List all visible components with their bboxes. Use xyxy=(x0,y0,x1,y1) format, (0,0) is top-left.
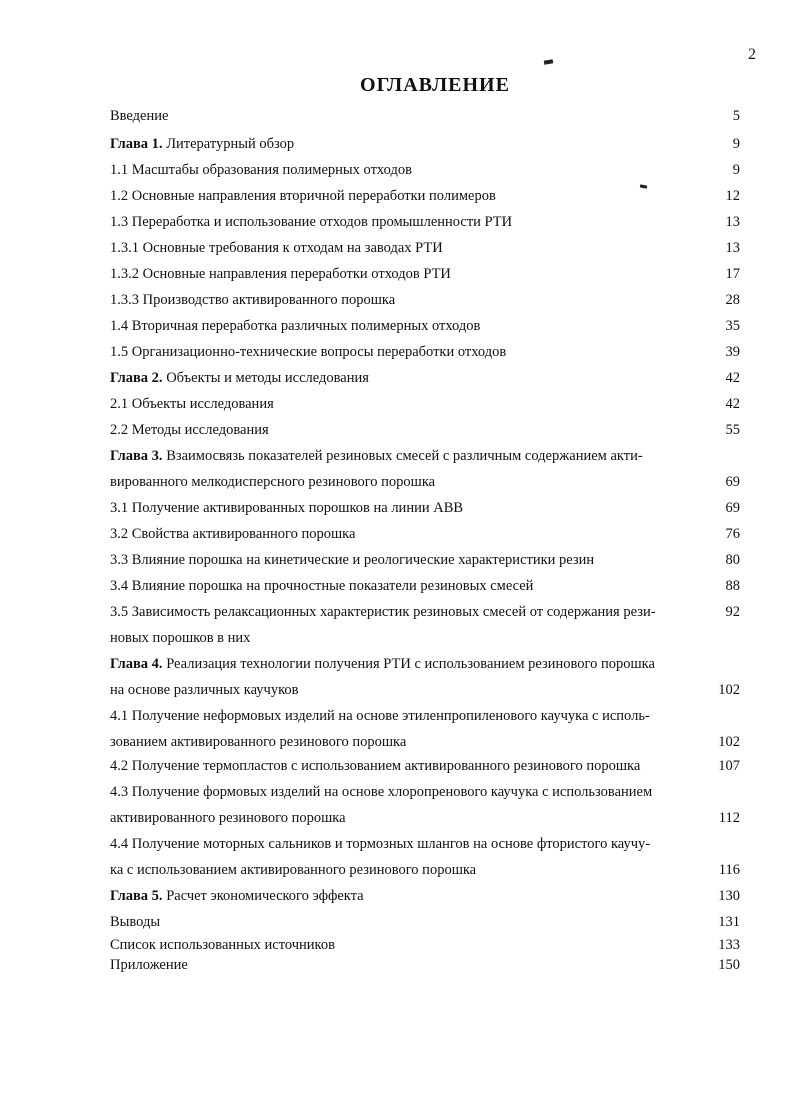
toc-entry-title-cont: на основе различных каучуков xyxy=(110,682,299,698)
toc-entry-title: 2.1 Объекты исследования xyxy=(110,396,274,412)
toc-entry-title: Введение xyxy=(110,108,169,124)
toc-entry xyxy=(110,443,740,495)
toc-entry-title: 3.2 Свойства активированного порошка xyxy=(110,526,356,542)
chapter-label: Глава 4. xyxy=(110,656,163,672)
toc-entry-title: 4.3 Получение формовых изделий на основе хлоропренового каучука с использованием xyxy=(110,784,653,800)
toc-entry-title: 3.5 Зависимость релаксационных характеристик резиновых смесей от содержания рези- xyxy=(110,604,656,620)
toc-entry-title: Литературный обзор xyxy=(162,136,295,152)
toc-entry-title: 4.1 Получение неформовых изделий на основе этиленпропиленового каучука с исполь- xyxy=(110,708,650,724)
toc-entry xyxy=(110,779,740,831)
toc-entry xyxy=(110,651,740,703)
toc-entry-page: 131 xyxy=(718,914,740,930)
toc-entry-title: 1.5 Организационно-технические вопросы переработки отходов xyxy=(110,344,507,360)
toc-entry-page: 17 xyxy=(725,266,740,282)
toc-entry-page: 42 xyxy=(725,370,740,386)
toc-entry-title-cont: зованием активированного резинового порошка xyxy=(110,734,407,750)
toc-entry-title: 1.2 Основные направления вторичной переработки полимеров xyxy=(110,188,496,204)
toc-entry-page: 12 xyxy=(725,188,740,204)
page-title: ОГЛАВЛЕНИЕ xyxy=(360,74,510,96)
toc-entry-page: 28 xyxy=(725,292,740,308)
toc-entry-page: 80 xyxy=(725,552,740,568)
toc-entry-title: 1.3.2 Основные направления переработки отходов РТИ xyxy=(110,266,451,282)
toc-entry-title: Реализация технологии получения РТИ с использованием резинового порошка xyxy=(162,656,655,672)
toc-entry-title: 1.3.3 Производство активированного порошка xyxy=(110,292,396,308)
toc-entry-page: 39 xyxy=(725,344,740,360)
toc-entry-title: 1.3 Переработка и использование отходов промышленности РТИ xyxy=(110,214,513,230)
toc-entry-title: 4.4 Получение моторных сальников и тормозных шлангов на основе фтористого каучу- xyxy=(110,836,651,852)
toc-entry-page: 76 xyxy=(725,526,740,542)
chapter-label: Глава 1. xyxy=(110,136,163,152)
toc-entry-page: 69 xyxy=(725,474,740,490)
toc-entry-title: Приложение xyxy=(110,957,188,973)
page-number: 2 xyxy=(748,46,756,63)
toc-entry-title: 1.3.1 Основные требования к отходам на заводах РТИ xyxy=(110,240,443,256)
toc-entry-title: 3.3 Влияние порошка на кинетические и реологические характеристики резин xyxy=(110,552,595,568)
toc-entry-title: Список использованных источников xyxy=(110,937,335,953)
toc-entry-title: 3.1 Получение активированных порошков на линии АВВ xyxy=(110,500,464,516)
toc-entry-page: 107 xyxy=(718,758,740,774)
toc-entry xyxy=(110,599,740,651)
toc-entry-page: 112 xyxy=(718,810,740,826)
toc-entry-page: 35 xyxy=(725,318,740,334)
chapter-label: Глава 5. xyxy=(110,888,163,904)
toc-entry-title: Объекты и методы исследования xyxy=(162,370,369,386)
toc-entry-title: Выводы xyxy=(110,914,161,930)
toc-entry-page: 69 xyxy=(725,500,740,516)
toc-entry-title: 1.4 Вторичная переработка различных полимерных отходов xyxy=(110,318,481,334)
toc-entry-title-cont: активированного резинового порошка xyxy=(110,810,346,826)
toc-entry-page: 92 xyxy=(725,604,740,620)
toc-entry-page: 130 xyxy=(718,888,740,904)
toc-entry-page: 55 xyxy=(725,422,740,438)
toc-entry-page: 42 xyxy=(725,396,740,412)
toc-entry-page: 9 xyxy=(732,136,740,152)
toc-entry-page: 5 xyxy=(732,108,740,124)
toc-entry-title: 4.2 Получение термопластов с использованием активированного резинового порошка xyxy=(110,758,641,774)
toc-entry-page: 150 xyxy=(718,957,740,973)
toc-entry-title: Взаимосвязь показателей резиновых смесей с различным содержанием акти- xyxy=(162,448,643,464)
toc-entry-title: 2.2 Методы исследования xyxy=(110,422,269,438)
toc-entry xyxy=(110,831,740,883)
chapter-label: Глава 3. xyxy=(110,448,163,464)
toc-entry-page: 9 xyxy=(732,162,740,178)
toc-entry-title: 3.4 Влияние порошка на прочностные показатели резиновых смесей xyxy=(110,578,534,594)
toc-entry-page: 102 xyxy=(718,682,740,698)
toc-entry xyxy=(110,703,740,755)
toc-entry-page: 133 xyxy=(718,937,740,953)
toc-entry-page: 116 xyxy=(718,862,740,878)
toc-entry-page: 102 xyxy=(718,734,740,750)
toc-entry-title: Расчет экономического эффекта xyxy=(162,888,364,904)
toc-entry-title-cont: вированного мелкодисперсного резинового порошка xyxy=(110,474,436,490)
toc-entry-page: 88 xyxy=(725,578,740,594)
toc-entry-title-cont: новых порошков в них xyxy=(110,630,251,646)
toc-entry-page: 13 xyxy=(725,240,740,256)
toc-entry-title: 1.1 Масштабы образования полимерных отходов xyxy=(110,162,412,178)
chapter-label: Глава 2. xyxy=(110,370,163,386)
toc-entry-page: 13 xyxy=(725,214,740,230)
toc-entry-title-cont: ка с использованием активированного резинового порошка xyxy=(110,862,477,878)
